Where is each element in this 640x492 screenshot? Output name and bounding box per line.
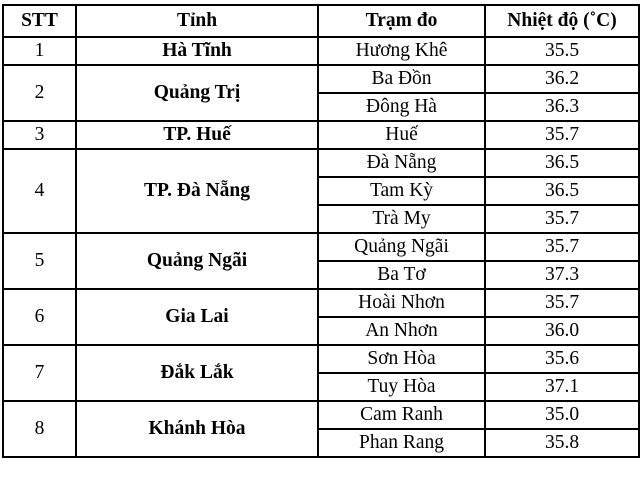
stt-cell: 2: [3, 65, 76, 121]
stt-cell: 5: [3, 233, 76, 289]
temperature-cell: 35.7: [485, 205, 639, 233]
temperature-cell: 36.5: [485, 177, 639, 205]
province-cell: Đắk Lắk: [76, 345, 318, 401]
station-cell: Hương Khê: [318, 37, 485, 65]
table-row: [3, 233, 639, 261]
temperature-cell: 36.3: [485, 93, 639, 121]
station-cell: Huế: [318, 121, 485, 149]
temperature-table: [2, 4, 640, 458]
station-cell: Tuy Hòa: [318, 373, 485, 401]
station-cell: Cam Ranh: [318, 401, 485, 429]
table-row: [3, 121, 639, 149]
stt-cell: 7: [3, 345, 76, 401]
header-province: Tỉnh: [76, 5, 318, 37]
table-header: [3, 5, 639, 37]
temperature-cell: 35.7: [485, 233, 639, 261]
station-cell: Sơn Hòa: [318, 345, 485, 373]
station-cell: Ba Đồn: [318, 65, 485, 93]
province-cell: Quảng Ngãi: [76, 233, 318, 289]
station-cell: Trà My: [318, 205, 485, 233]
temperature-cell: 36.5: [485, 149, 639, 177]
station-cell: Phan Rang: [318, 429, 485, 457]
header-stt: STT: [3, 5, 76, 37]
table-row: [3, 345, 639, 373]
temperature-cell: 35.5: [485, 37, 639, 65]
temperature-cell: 37.1: [485, 373, 639, 401]
province-cell: Quảng Trị: [76, 65, 318, 121]
header-station: Trạm đo: [318, 5, 485, 37]
station-cell: Hoài Nhơn: [318, 289, 485, 317]
temperature-cell: 35.7: [485, 121, 639, 149]
table-row: [3, 289, 639, 317]
header-temperature: Nhiệt độ (˚C): [485, 5, 639, 37]
station-cell: An Nhơn: [318, 317, 485, 345]
station-cell: Đông Hà: [318, 93, 485, 121]
province-cell: Hà Tĩnh: [76, 37, 318, 65]
province-cell: TP. Đà Nẵng: [76, 149, 318, 233]
station-cell: Tam Kỳ: [318, 177, 485, 205]
stt-cell: 1: [3, 37, 76, 65]
table-row: [3, 401, 639, 429]
province-cell: Khánh Hòa: [76, 401, 318, 457]
table-row: [3, 149, 639, 177]
temperature-cell: 35.0: [485, 401, 639, 429]
temperature-cell: 37.3: [485, 261, 639, 289]
table-row: [3, 37, 639, 65]
station-cell: Ba Tơ: [318, 261, 485, 289]
stt-cell: 4: [3, 149, 76, 233]
temperature-cell: 35.6: [485, 345, 639, 373]
table-row: [3, 65, 639, 93]
stt-cell: 3: [3, 121, 76, 149]
temperature-cell: 36.0: [485, 317, 639, 345]
table-body: [3, 37, 639, 457]
header-row: [3, 5, 639, 37]
province-cell: Gia Lai: [76, 289, 318, 345]
stt-cell: 8: [3, 401, 76, 457]
station-cell: Đà Nẵng: [318, 149, 485, 177]
temperature-cell: 35.7: [485, 289, 639, 317]
stt-cell: 6: [3, 289, 76, 345]
temperature-cell: 35.8: [485, 429, 639, 457]
station-cell: Quảng Ngãi: [318, 233, 485, 261]
temperature-cell: 36.2: [485, 65, 639, 93]
province-cell: TP. Huế: [76, 121, 318, 149]
